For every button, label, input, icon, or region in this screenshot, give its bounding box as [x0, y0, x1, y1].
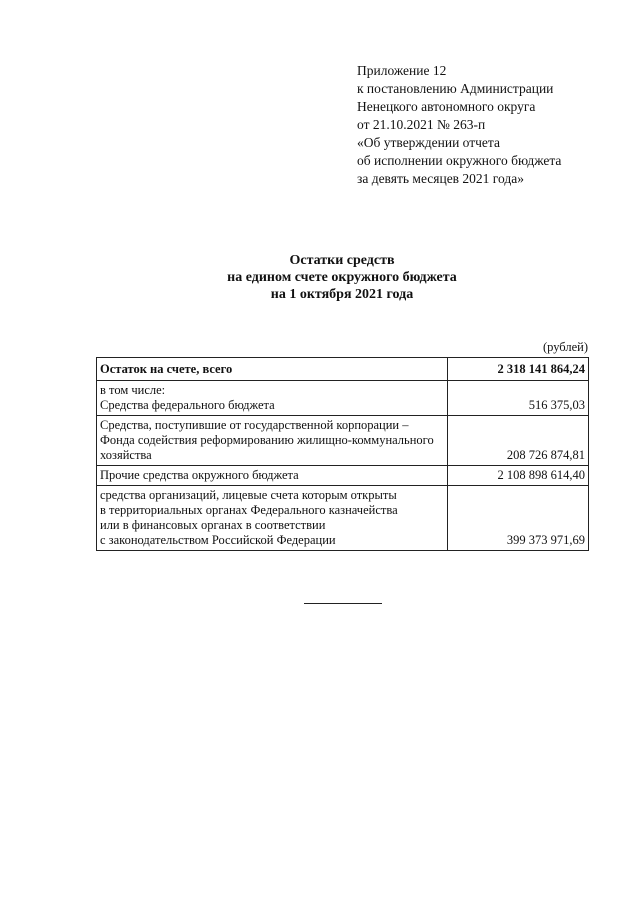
total-value: 2 318 141 864,24	[448, 358, 589, 381]
table-row	[97, 486, 589, 551]
appendix-line: об исполнении окружного бюджета	[357, 153, 562, 168]
row-text-line: Прочие средства окружного бюджета	[100, 468, 299, 482]
title-line: на едином счете окружного бюджета	[227, 270, 457, 285]
appendix-line: от 21.10.2021 № 263-п	[357, 117, 486, 132]
row-text-line: или в финансовых органах в соответствии	[100, 518, 326, 532]
row-text-line: Фонда содействия реформированию жилищно-коммунального	[100, 433, 434, 447]
appendix-line: за девять месяцев 2021 года»	[357, 171, 524, 186]
row-value: 208 726 874,81	[448, 416, 589, 466]
balance-table	[96, 357, 589, 551]
row-text-line: Средства, поступившие от государственной корпорации –	[100, 418, 409, 432]
row-text-line: Средства федерального бюджета	[100, 398, 275, 412]
total-label: Остаток на счете, всего	[97, 358, 448, 381]
row-value: 399 373 971,69	[448, 486, 589, 551]
row-text-line: в том числе:	[100, 383, 166, 397]
row-description	[97, 381, 448, 416]
table-row-total	[97, 358, 589, 381]
closing-divider	[304, 603, 382, 604]
appendix-header	[357, 62, 627, 188]
title-line: на 1 октября 2021 года	[270, 287, 414, 302]
title-line: Остатки средств	[289, 253, 395, 268]
appendix-line: Ненецкого автономного округа	[357, 99, 536, 114]
table-row	[97, 381, 589, 416]
appendix-line: к постановлению Администрации	[357, 81, 554, 96]
document-title	[96, 252, 588, 303]
table-row	[97, 466, 589, 486]
row-description	[97, 416, 448, 466]
appendix-line: «Об утверждении отчета	[357, 135, 500, 150]
row-description	[97, 486, 448, 551]
row-text-line: с законодательством Российской Федерации	[100, 533, 336, 547]
appendix-line: Приложение 12	[357, 63, 447, 78]
row-text-line: средства организаций, лицевые счета которым открыты	[100, 488, 397, 502]
row-text-line: хозяйства	[100, 448, 152, 462]
row-text-line: в территориальных органах Федерального казначейства	[100, 503, 398, 517]
table-row	[97, 416, 589, 466]
row-description	[97, 466, 448, 486]
row-value: 516 375,03	[448, 381, 589, 416]
unit-label: (рублей)	[542, 340, 588, 354]
row-value: 2 108 898 614,40	[448, 466, 589, 486]
